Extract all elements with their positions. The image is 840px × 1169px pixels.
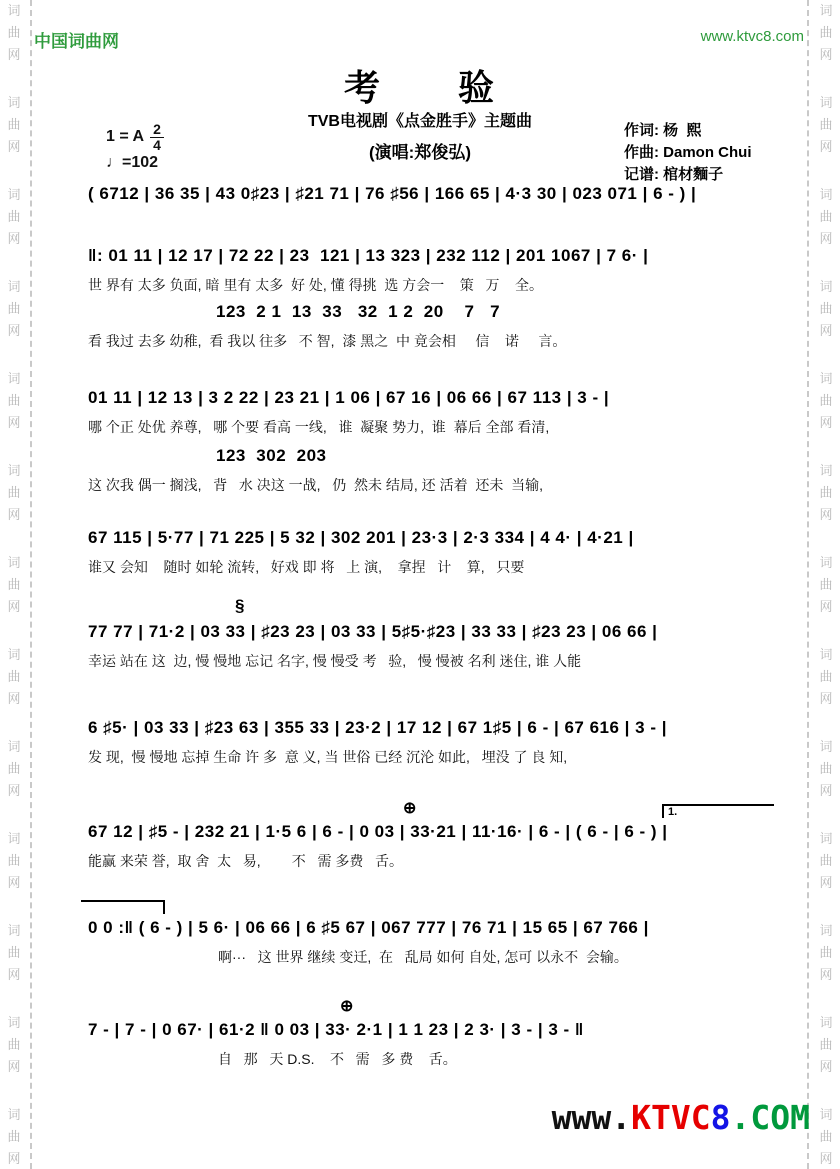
notation-line: 67 12 | ♯5 - | 232 21 | 1·5 6 | 6 - | 0 03 | 33·21 | 11·16· | 6 - | ( 6 - | 6 - ) |	[88, 822, 668, 841]
coda-icon: ⊕	[340, 998, 354, 1015]
lyrics-line: 啊··· 这 世界 继续 变迁, 在 乱局 如何 自处, 怎可 以永不 会输。	[218, 949, 628, 965]
system-11-coda	[88, 998, 788, 1069]
notation-line: ‖: 01 11 | 12 17 | 72 22 | 23 121 | 13 323 | 232 112 | 201 1067 | 7 6· |	[88, 246, 649, 265]
lyrics-line: 哪 个正 处优 养尊, 哪 个要 看高 一线, 谁 凝聚 势力, 谁 幕后 全部 看清,	[88, 419, 550, 435]
notation-line: ( 6712 | 36 35 | 43 0♯23 | ♯21 71 | 76 ♯56 | 166 65 | 4·3 30 | 023 071 | 6 - ) |	[88, 184, 697, 203]
logo-segment-ktvc: KTVC	[631, 1098, 711, 1137]
system-10	[88, 916, 788, 967]
notation-line: 0 0 :‖ ( 6 - ) | 5 6· | 06 66 | 6 ♯5 67 | 067 777 | 76 71 | 15 65 | 67 766 |	[88, 918, 649, 937]
logo-segment-com: .COM	[730, 1098, 810, 1137]
transcriber-credit: 记谱: 棺材麵子	[624, 166, 724, 183]
score-area	[88, 0, 788, 1169]
meter-denominator: 4	[150, 137, 164, 153]
system-2	[88, 244, 788, 295]
system-7	[88, 596, 788, 671]
notation-line: 6 ♯5· | 03 33 | ♯23 63 | 355 33 | 23·2 | 17 12 | 67 1♯5 | 6 - | 67 616 | 3 - |	[88, 718, 667, 737]
notation-line: 7 - | 7 - | 0 67· | 61·2 ‖ 0 03 | 33· 2·1 | 1 1 23 | 2 3· | 3 - | 3 - ‖	[88, 1020, 584, 1039]
lyrics-line: 幸运 站在 这 边, 慢 慢地 忘记 名字, 慢 慢受 考 验, 慢 慢被 名利 迷住, 谁 人能	[88, 653, 582, 669]
lyrics-line: 发 现, 慢 慢地 忘掉 生命 许 多 意 义, 当 世俗 已经 沉沦 如此, 埋没 了 良 知,	[88, 749, 568, 765]
system-5-second-voice	[88, 444, 788, 495]
lyrics-line: 世 界有 太多 负面, 暗 里有 太多 好 处, 懂 得挑 选 方会一 策 万 全。	[88, 277, 544, 293]
system-8	[88, 716, 788, 767]
right-watermark-column: 词 曲 网 词 曲 网 词 曲 网 词 曲 网 词 曲 网 词 曲 网 词 曲 网 词 曲 网 词 曲 网 词 曲 网 词 曲 网 词 曲 网 词 曲 网	[819, 3, 833, 1166]
lyrics-line: 这 次我 偶一 搁浅, 背 水 决这 一战, 仍 然未 结局, 还 活着 还未 当输,	[88, 477, 544, 493]
site-url[interactable]: www.ktvc8.com	[700, 28, 804, 45]
notation-line: 77 77 | 71·2 | 03 33 | ♯23 23 | 03 33 | 5♯5·♯23 | 33 33 | ♯23 23 | 06 66 |	[88, 622, 658, 641]
lyricist-credit: 作词: 杨 熙	[624, 122, 702, 139]
logo-segment-8: 8	[710, 1098, 731, 1137]
song-subtitle: TVB电视剧《点金胜手》主题曲	[307, 113, 532, 130]
right-dashed-rule	[807, 0, 809, 1169]
system-1-intro	[88, 182, 788, 206]
key-label: 1 = A	[106, 128, 145, 146]
notation-line: 67 115 | 5·77 | 71 225 | 5 32 | 302 201 | 23·3 | 2·3 334 | 4 4· | 4·21 |	[88, 528, 634, 547]
first-ending-bracket: 1.	[662, 804, 774, 818]
lyrics-line: 谁又 会知 随时 如轮 流转, 好戏 即 将 上 演, 拿捏 计 算, 只要	[88, 559, 525, 575]
notation-line: 123 2 1 13 33 32 1 2 20 7 7	[216, 302, 501, 321]
system-4	[88, 386, 788, 437]
system-9	[88, 800, 788, 871]
second-ending-bracket	[81, 900, 165, 914]
song-title: 考 验	[343, 68, 496, 108]
coda-icon: ⊕	[403, 800, 417, 817]
system-3-second-voice	[88, 300, 788, 351]
lyrics-line: 能赢 来荣 誉, 取 舍 太 易, 不 需 多费 舌。	[88, 853, 404, 869]
notation-line: 123 302 203	[216, 446, 327, 465]
left-watermark-column: 词 曲 网 词 曲 网 词 曲 网 词 曲 网 词 曲 网 词 曲 网 词 曲 网 词 曲 网 词 曲 网 词 曲 网 词 曲 网 词 曲 网 词 曲 网	[7, 3, 21, 1166]
logo-segment-www: www.	[551, 1098, 632, 1137]
left-dashed-rule	[30, 0, 32, 1169]
site-name[interactable]: 中国词曲网	[34, 32, 119, 51]
notation-line: 01 11 | 12 13 | 3 2 22 | 23 21 | 1 06 | 67 16 | 06 66 | 67 113 | 3 - |	[88, 388, 610, 407]
system-6	[88, 526, 788, 577]
segno-icon: §	[235, 596, 245, 615]
meter-numerator: 2	[153, 121, 161, 137]
lyrics-line: 看 我过 去多 幼稚, 看 我以 往多 不 智, 漆 黑之 中 竟会相 信 诺 言。	[88, 333, 567, 349]
lyrics-line: 自 那 天 D.S. 不 需 多 费 舌。	[218, 1051, 457, 1067]
composer-credit: 作曲: Damon Chui	[624, 144, 752, 161]
tempo-marking: ♩=102	[106, 154, 159, 172]
footer-site-logo[interactable]	[552, 1098, 810, 1137]
performer-line: (演唱:郑俊弘)	[369, 143, 471, 162]
